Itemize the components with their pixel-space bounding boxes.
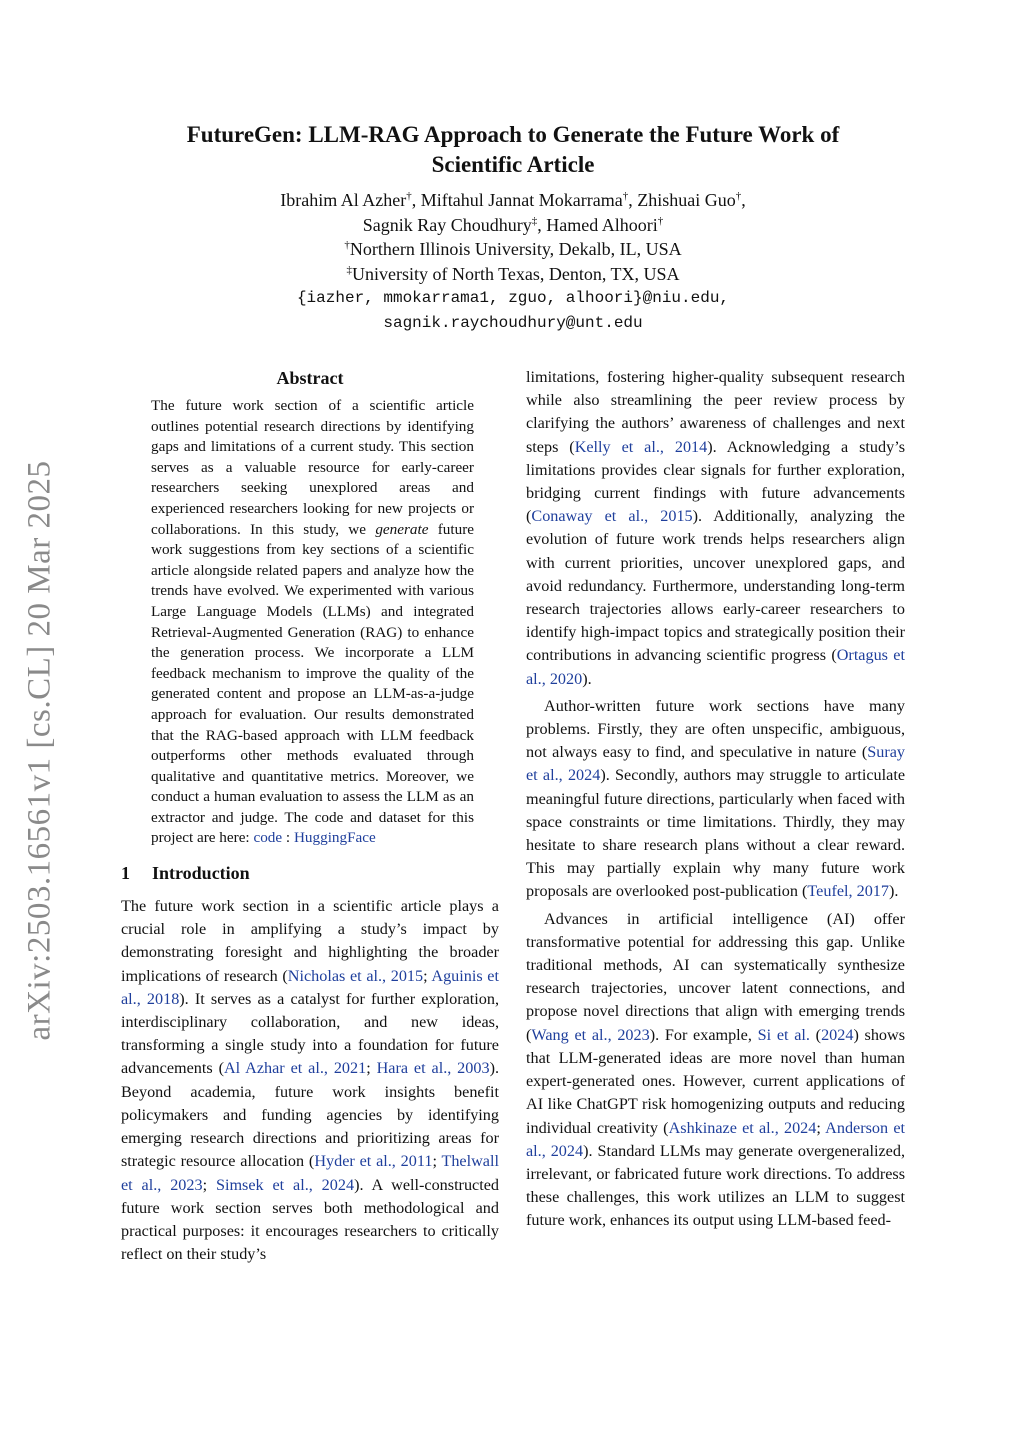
author-name: Zhishuai Guo (637, 190, 736, 210)
author-line-1 (100, 188, 926, 213)
affiliation-text: University of North Texas, Denton, TX, USA (351, 263, 680, 284)
citation-link[interactable]: Kelly et al., 2014 (574, 437, 708, 456)
paper-title (100, 120, 926, 180)
author-name: Sagnik Ray Choudhury (362, 214, 532, 235)
abstract-emphasis: generate (375, 520, 429, 538)
citation-link[interactable]: Hyder et al., 2011 (314, 1152, 433, 1171)
text: Author-written future work sections have many problems. Firstly, they are often unspecific, ambiguous, not always easy to find, and speculative in nature ( (526, 696, 905, 762)
intro-paragraph-1-continued (526, 366, 905, 691)
affiliation-mark: † (735, 190, 742, 202)
right-column (526, 366, 905, 1233)
text: The future work section in a scientific article plays a crucial role in amplifying a study’s impact by demonstrating foresight and highlighting the broader implications of research ( (121, 897, 499, 985)
affiliation-text: Northern Illinois University, Dekalb, IL, USA (349, 239, 682, 259)
title-line-1: FutureGen: LLM-RAG Approach to Generate the Future Work of (186, 122, 840, 147)
citation-link[interactable]: Wang et al., 2023 (531, 1025, 650, 1044)
section-title: Introduction (152, 863, 250, 884)
section-number: 1 (121, 863, 130, 884)
separator: , (741, 190, 746, 210)
intro-paragraph-2 (526, 695, 905, 904)
author-block (100, 188, 926, 335)
text: ). Secondly, authors may struggle to articulate meaningful future directions, particularly when faced with space constraints or time limitations. Thirdly, they may hesitate to share research plans without a clear reward. This may partially explain why many future work proposals are overlooked post-publication ( (526, 766, 905, 901)
abstract-body (151, 396, 474, 849)
affiliation-mark: ‡ (346, 263, 352, 276)
citation-link[interactable]: Hara et al., 2003 (376, 1059, 490, 1078)
separator: , (628, 190, 638, 210)
affiliation-1 (100, 237, 926, 262)
link-separator: : (282, 829, 294, 847)
paper-header (100, 120, 926, 335)
text: ; (816, 1118, 826, 1137)
affiliation-2 (100, 262, 926, 287)
arxiv-id-text: arXiv:2503.16561v1 [cs.CL] 20 Mar 2025 (21, 460, 58, 1040)
author-line-2 (100, 213, 926, 238)
citation-link[interactable]: Simsek et al., 2024 (215, 1175, 355, 1194)
text: ; (366, 1059, 377, 1078)
arxiv-stamp (16, 450, 64, 1050)
separator: , (411, 190, 421, 210)
affiliation-mark: ‡ (531, 214, 538, 227)
citation-link[interactable]: Ortagus et al., 2020 (526, 646, 905, 688)
affiliation-mark: † (344, 239, 350, 251)
title-line-2: Scientific Article (431, 152, 595, 177)
code-link[interactable]: code (253, 829, 283, 847)
text: ; (202, 1175, 216, 1194)
citation-link[interactable]: Conaway et al., 2015 (531, 507, 693, 526)
email-line-1: {iazher, mmokarrama1, zguo, alhoori}@niu.edu, (296, 289, 730, 307)
text: ). For example, (649, 1025, 758, 1044)
citation-link[interactable]: Al Azhar et al., 2021 (223, 1059, 367, 1078)
text: ) shows that LLM-generated ideas are more novel than human expert-generated ones. However, current applications of AI like ChatGPT risk homogenizing outputs and reducing individual creativity ( (526, 1025, 906, 1137)
citation-link[interactable]: 2024 (821, 1025, 854, 1044)
section-heading-introduction (121, 861, 499, 885)
text: limitations, fostering higher-quality subsequent research while also streamlining the peer review process by clarifying the authors’ awareness of challenges and next steps ( (526, 368, 905, 456)
citation-link[interactable]: Thelwall et al., 2023 (121, 1152, 499, 1194)
text: ). A well-constructed future work section serves both methodological and practical purposes: it encourages researchers to critically reflect on their study’s (121, 1175, 500, 1264)
affiliation-mark: † (657, 214, 664, 227)
citation-link[interactable]: Teufel, 2017 (807, 882, 889, 901)
text: ; (423, 966, 432, 985)
separator: , (537, 214, 547, 235)
text: ). (889, 882, 899, 901)
citation-link[interactable]: Ashkinaze et al., 2024 (668, 1118, 817, 1137)
abstract-text: future work suggestions from key sections of a scientific article alongside related papers and analyze how the trends have evolved. We experimented with various Large Language Models (LLMs) and integrated Retrieval-Augmented Generation (RAG) to enhance the generation process. We incorporate a LLM feedback mechanism to improve the quality of the generated content and propose an LLM-as-a-judge approach for evaluation. Our results demonstrated that the RAG-based approach with LLM feedback outperforms other methods evaluated through qualitative and quantitative metrics. Moreover, we conduct a human evaluation to assess the LLM as an extractor and judge. The code and dataset for this project are here: (151, 520, 475, 847)
author-name: Hamed Alhoori (546, 214, 658, 235)
text: Advances in artificial intelligence (AI) offer transformative potential for addressing this gap. Unlike traditional methods, AI can systematically synthesize research trajectories, uncover latent connections, and propose novel directions that align with emerging trends ( (526, 909, 905, 1044)
text: ). Acknowledging a study’s limitations provides clear signals for further exploration, bridging current findings with future advancements ( (526, 437, 906, 526)
abstract-text: The future work section of a scientific article outlines potential research directions by identifying gaps and limitations of a current study. This section serves as a valuable resource for early-career researchers seeking unexplored areas and experienced researchers looking for new projects or collaborations. In this study, we (151, 397, 474, 538)
intro-paragraph-1 (121, 895, 499, 1266)
text: ; (432, 1152, 442, 1171)
huggingface-link[interactable]: HuggingFace (293, 829, 376, 847)
citation-link[interactable]: Nicholas et al., 2015 (287, 966, 424, 985)
intro-paragraph-3 (526, 908, 905, 1233)
affiliation-mark: † (406, 190, 412, 202)
text: ). Additionally, analyzing the evolution of future work trends helps researchers align with current priorities, uncover unexplored gaps, and avoid redundancy. Furthermore, understanding long-term research trajectories allows early-career researchers to identify high-impact topics and strategically position their contributions in advancing scientific progress ( (526, 507, 905, 665)
text: ). It serves as a catalyst for further exploration, interdisciplinary collaboration, and new ideas, transforming a single study into a foundation for future advancements ( (121, 989, 499, 1078)
author-name: Miftahul Jannat Mokarrama (420, 190, 623, 210)
citation-link[interactable]: Suray et al., 2024 (526, 743, 905, 785)
abstract-heading: Abstract (276, 368, 344, 388)
email-line-2: sagnik.raychoudhury@unt.edu (383, 313, 643, 332)
author-name: Ibrahim Al Azher (280, 190, 407, 210)
text: ). Standard LLMs may generate overgeneralized, irrelevant, or fabricated future work directions. To address these challenges, this work utilizes an LLM to suggest future work, enhances its output using LLM-based feed- (526, 1141, 905, 1230)
left-column (121, 366, 499, 1266)
text: ). Beyond academia, future work insights benefit policymakers and funding agencies by identifying emerging research directions and prioritizing areas for strategic resource allocation ( (121, 1059, 499, 1171)
text: ( (809, 1025, 822, 1044)
affiliation-mark: † (622, 190, 629, 202)
text: ). (582, 669, 592, 688)
citation-link[interactable]: Anderson et al., 2024 (526, 1118, 906, 1160)
citation-link[interactable]: Aguinis et al., 2018 (121, 966, 499, 1008)
citation-link[interactable]: Si et al. (757, 1025, 810, 1044)
